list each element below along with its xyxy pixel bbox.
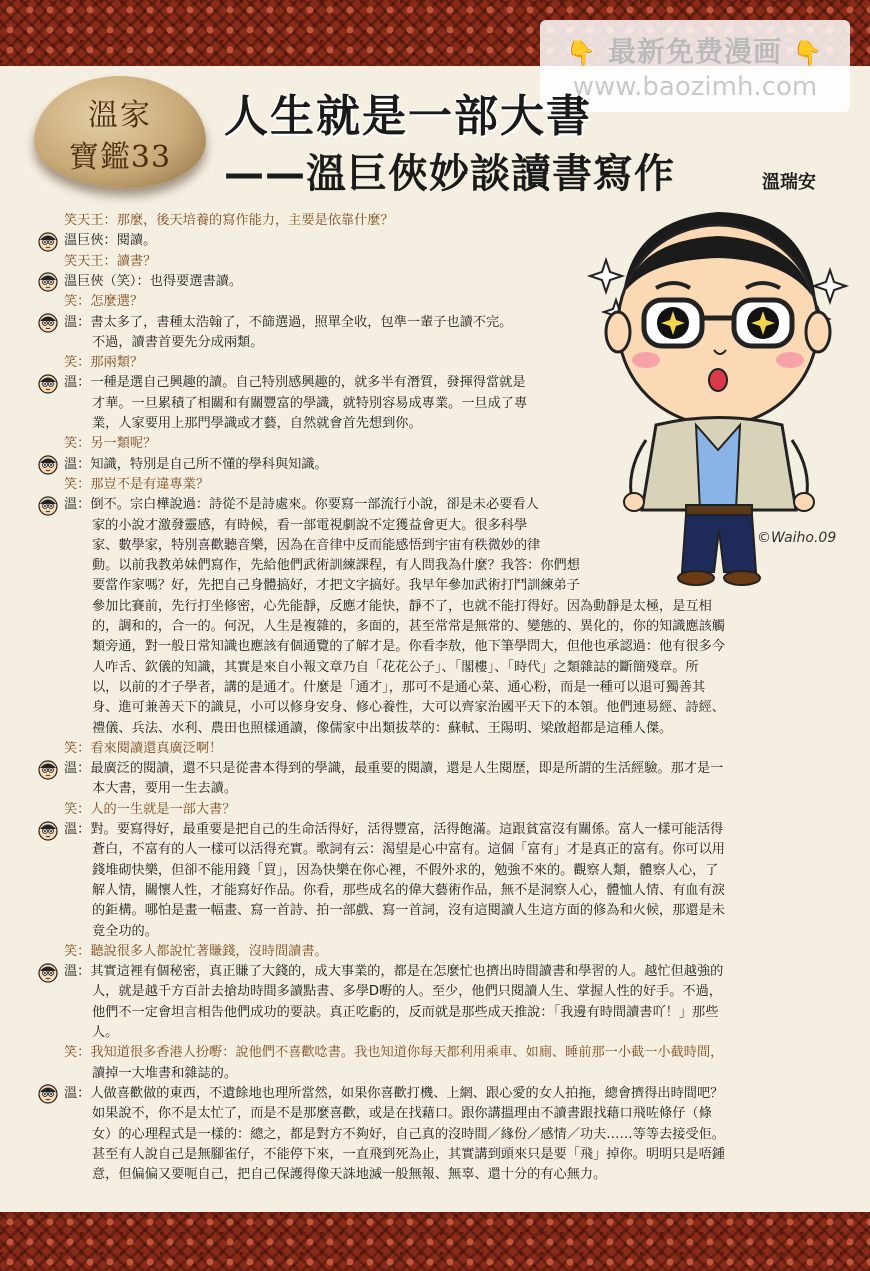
dialogue-line: 笑：那豈不是有違專業？ <box>64 476 210 492</box>
pointing-down-hand-icon: 👇 <box>792 39 824 67</box>
dialogue-line: 笑：怎麼選？ <box>64 294 144 310</box>
dialogue-line: 禮儀、兵法、水利、農田也照樣通讀，像儒家中出類拔萃的：蘇軾、王陽明、梁啟超都是這種人傑。 <box>92 720 673 736</box>
watermark-title: 最新免费漫画 <box>607 35 782 68</box>
dialogue-line: 他們不一定會坦言相告他們成功的要訣。真正吃虧的，反而就是那些成天推說：「我邊有時間讀書吖！」那些 <box>92 1004 719 1020</box>
dialogue-line: 笑：人的一生就是一部大書？ <box>64 801 236 817</box>
dialogue-line: 動。以前我教弟妹們寫作，先給他們武術訓練課程，有人問我為什麼？我答：你們想 <box>92 558 580 574</box>
dialogue-line: 笑：我知道很多香港人扮嘢：說他們不喜歡唸書。我也知道你每天都利用乘車、如廁、睡前那一小截一小截時間， <box>64 1045 724 1061</box>
dialogue-line: 解人情，關懷人性，才能寫好作品。你看，那些成名的偉大藝術作品，無不是洞察人心，體恤人情、有血有淚 <box>92 882 725 898</box>
dialogue-line: 甚至有人說自己是無腳雀仔，不能停下來，一直飛到死為止，其實講到頭來只是要「飛」掉你。明明只是唔鍾 <box>92 1146 725 1162</box>
dialogue-line: 的鉅構。哪怕是畫一幅畫、寫一首詩、拍一部戲、寫一首詞，沒有這閱讀人生這方面的修為和火候，那還是未 <box>92 903 725 919</box>
column-issue: 寶鑑33 <box>68 140 172 175</box>
dialogue-line: 笑：聽說很多人都說忙著賺錢，沒時間讀書。 <box>64 943 328 959</box>
pointing-down-hand-icon: 👇 <box>566 39 598 67</box>
dialogue-line: 家、數學家，特別喜歡聽音樂，因為在音律中反而能感悟到宇宙有秩微妙的律 <box>92 537 541 553</box>
dialogue-line: 溫：書太多了，書種太浩翰了，不篩選過，照單全收，包準一輩子也讀不完。 <box>64 314 513 330</box>
speaker-face-icon <box>38 313 58 333</box>
dialogue-line: 女）的心理程式是一樣的：總之，都是對方不夠好，自己真的沒時間／緣份／感情／功夫……等等去接受佢。 <box>92 1126 725 1142</box>
speaker-face-icon <box>38 232 58 252</box>
dialogue-line: 如果說不，你不是太忙了，而是不是那麼喜歡，或是在找藉口。跟你講搵理由不讀書跟找藉口飛咗條仔（條 <box>92 1106 712 1122</box>
speaker-face-icon <box>38 760 58 780</box>
dialogue-line: 溫：一種是選自己興趣的讀。自己特別感興趣的，就多半有潛質，發揮得當就是 <box>64 375 526 391</box>
article-author: 溫瑞安 <box>762 172 816 193</box>
speaker-face-icon <box>38 496 58 516</box>
dialogue-line: 笑天王：那麼，後天培養的寫作能力，主要是依靠什麼？ <box>64 213 394 228</box>
dialogue-line: 業，人家要用上那門學識或才藝，自然就會首先想到你。 <box>92 416 422 431</box>
dialogue-line: 不過，讀書首要先分成兩類。 <box>92 334 264 350</box>
dialogue-line: 蒼白，不富有的人一樣可以活得充實。歌詞有云：渴望是心中富有。這個「富有」才是真正的富有。你可以用 <box>92 842 725 858</box>
speaker-face-icon <box>38 821 58 841</box>
dialogue-line: 竟全功的。 <box>92 923 158 939</box>
decorative-bottom-border <box>0 1212 870 1271</box>
dialogue-line: 的，調和的，合一的。何況，人生是複雜的，多面的，甚至常常是無常的、變態的、異化的，你的知識應該觸 <box>92 619 725 634</box>
dialogue-line: 人咋舌、欽儀的知識，其實是來自小報文章乃自「花花公子」、「閣樓」、「時代」之類雜誌的斷簡殘章。所 <box>92 659 699 675</box>
dialogue-line: 讀掉一大堆書和雜誌的。 <box>92 1065 238 1081</box>
column-name: 溫家 <box>88 98 152 133</box>
dialogue-line: 意，但偏偏又要呃自己，把自己保護得像天誅地滅一般無報、無辜、還十分的有心無力。 <box>92 1167 607 1183</box>
dialogue-line: 溫：知識，特別是自己所不懂的學科與知識。 <box>64 456 328 472</box>
dialogue-line: 溫：對。要寫得好，最重要是把自己的生命活得好，活得豐富，活得飽滿。這跟貧富沒有關係。富人一樣可能活得 <box>64 822 724 837</box>
speaker-face-icon <box>38 272 58 292</box>
dialogue-line: 笑：另一類呢？ <box>64 436 157 452</box>
dialogue-line: 溫：倒不。宗白樺說過：詩從不是詩處來。你要寫一部流行小說，卻是未必要看人 <box>64 497 539 513</box>
dialogue-line: 才華。一旦累積了相關和有關豐富的學識，就特別容易成專業。一旦成了專 <box>92 395 528 411</box>
speaker-face-icon <box>38 963 58 983</box>
dialogue-line: 以，以前的才子學者，講的是通才。什麼是「通才」，那可不是通心菜、通心粉，而是一種可以退可獨善其 <box>92 679 706 695</box>
article-subtitle: ——溫巨俠妙談讀書寫作 <box>224 151 675 197</box>
watermark-url[interactable]: www.baozimh.com <box>572 72 818 102</box>
speaker-face-icon <box>38 374 58 394</box>
dialogue-line: 溫巨俠：閱讀。 <box>64 233 157 249</box>
dialogue-line: 溫：最廣泛的閱讀，還不只是從書本得到的學識，最重要的閱讀，還是人生閱歷，即是所謂的生活經驗。那才是一 <box>64 761 724 777</box>
dialogue-line: 本大書，要用一生去讀。 <box>92 781 238 797</box>
dialogue-line: 人，就是越千方百計去搶劫時間多讀點書、多學D嘢的人。至少，他們只閱讀人生、掌握人性的好手。不過， <box>92 984 722 1000</box>
dialogue-line: 要當作家嗎？好，先把自己身體搞好，才把文字搞好。我早年參加武術打鬥訓練弟子 <box>92 578 580 594</box>
speaker-face-icon <box>38 1084 58 1104</box>
dialogue-line: 錢堆砌快樂，但卻不能用錢「買」，因為快樂在你心裡，不假外求的，勉強不來的。觀察人類，體察人心，了 <box>92 862 719 878</box>
dialogue-line: 身、進可兼善天下的識見，小可以修身安身、修心養性，大可以齊家治國平天下的本領。他們連易經、詩經、 <box>92 700 725 716</box>
dialogue-line: 笑：那兩類？ <box>64 355 144 371</box>
column-stone-badge <box>34 76 206 188</box>
speaker-face-icon <box>38 455 58 475</box>
dialogue-line: 笑：看來閱讀還真廣泛啊！ <box>64 740 223 756</box>
dialogue-line: 類旁通，對一般日常知識也應該有個通覽的了解才是。你看李敖，他下筆學問大，但他也承認過：他有很多今 <box>92 639 725 655</box>
dialogue-line: 參加比賽前，先行打坐修密，心先能靜，反應才能快，靜不了，也就不能打得好。因為動靜是太極，是互相 <box>92 598 712 614</box>
dialogue-line: 溫：人做喜歡做的東西，不遺餘地也理所當然，如果你喜歡打機、上網、跟心愛的女人拍拖，總會擠得出時間吧？ <box>64 1085 724 1101</box>
dialogue-line: 家的小說才激發靈感，有時候，看一部電視劇說不定獲益會更大。很多科學 <box>92 517 528 533</box>
dialogue-line: 溫：其實這裡有個秘密，真正賺了大錢的，成大事業的，都是在怎麼忙也擠出時間讀書和學習的人。越忙但越強的 <box>64 964 724 980</box>
dialogue-line: 溫巨俠（笑）：也得要選書讀。 <box>64 273 243 289</box>
dialogue-line: 人。 <box>92 1025 119 1040</box>
article-title: 人生就是一部大書 <box>224 91 592 142</box>
dialogue-line: 笑天王：讀書？ <box>64 253 157 269</box>
illustrator-signature: ©Waiho.09 <box>757 530 837 546</box>
